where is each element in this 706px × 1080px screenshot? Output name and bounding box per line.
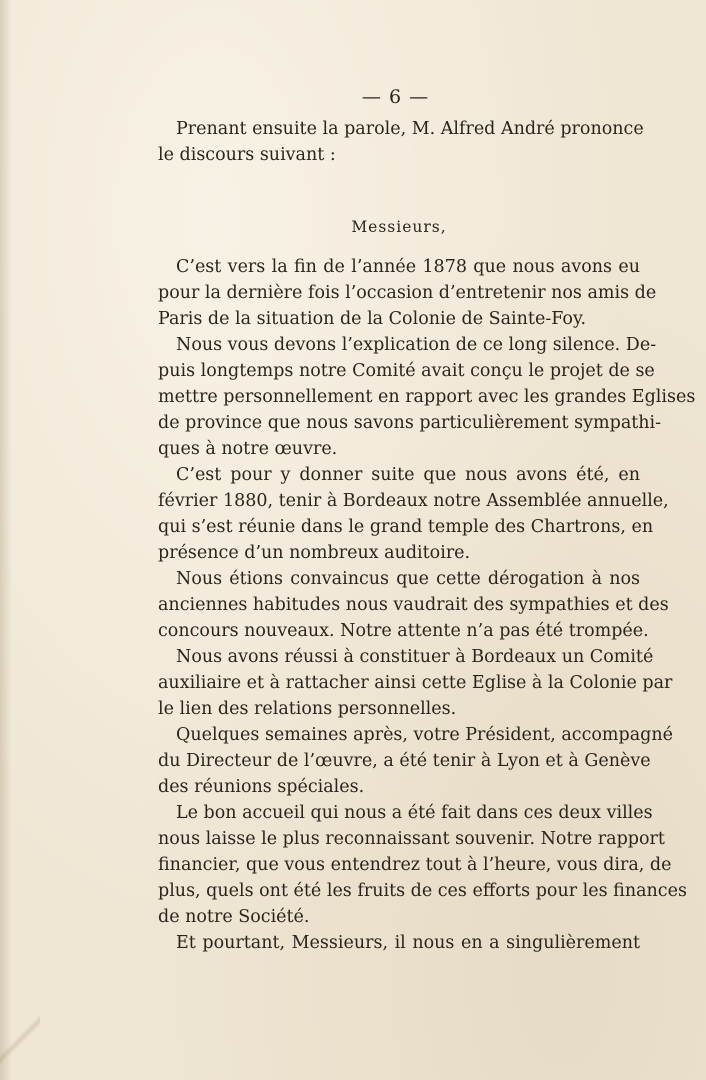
text-line: le lien des relations personnelles. [158,699,457,719]
paragraph-6 [158,722,673,800]
text-line: concours nouveaux. Notre attente n’a pas été trompée. [158,621,649,641]
intro-paragraph [158,116,644,168]
paragraph-2 [158,332,696,462]
text-line: présence d’un nombreux auditoire. [158,543,471,563]
body-text [158,116,696,956]
text-line: du Directeur de l’œuvre, a été tenir à Lyon et à Genève [158,751,651,771]
text-line: de province que nous savons particulièrement sympathi- [158,413,662,433]
text-line: Le bon accueil qui nous a été fait dans ces deux villes [176,803,653,823]
text-line: Prenant ensuite la parole, M. Alfred André prononce [176,119,644,139]
paragraph-7 [158,800,687,930]
text-line: qui s’est réunie dans le grand temple des Chartrons, en [158,517,654,537]
page-number: — 6 — [361,86,430,108]
text-line: Paris de la situation de la Colonie de Sainte-Foy. [158,309,587,329]
text-line: anciennes habitudes nous vaudrait des sympathies et des [158,595,669,615]
paragraph-8 [158,930,640,956]
text-line: financier, que vous entendrez tout à l’heure, vous dira, de [158,855,672,875]
text-line: C’est pour y donner suite que nous avons été, en [176,465,640,485]
text-line: mettre personnellement en rapport avec les grandes Eglises [158,387,696,407]
text-line: nous laisse le plus reconnaissant souvenir. Notre rapport [158,829,665,849]
text-line: de notre Société. [158,907,310,927]
paragraph-1 [158,254,657,332]
text-line: des réunions spéciales. [158,777,365,797]
text-line: pour la dernière fois l’occasion d’entretenir nos amis de [158,283,657,303]
paragraph-5 [158,644,673,722]
text-line: le discours suivant : [158,145,336,165]
text-line: Nous avons réussi à constituer à Bordeaux un Comité [176,647,654,667]
text-line: plus, quels ont été les fruits de ces efforts pour les finances [158,881,687,901]
salutation-heading: Messieurs, [351,218,447,236]
text-line: C’est vers la fin de l’année 1878 que nous avons eu [176,257,640,277]
text-line: auxiliaire et à rattacher ainsi cette Eglise à la Colonie par [158,673,673,693]
paragraph-3 [158,462,669,566]
text-line: Nous étions convaincus que cette dérogation à nos [176,569,640,589]
paragraph-4 [158,566,669,644]
text-line: puis longtemps notre Comité avait conçu le projet de se [158,361,655,381]
text-line: ques à notre œuvre. [158,439,338,459]
text-line: février 1880, tenir à Bordeaux notre Assemblée annuelle, [158,491,669,511]
text-line: Et pourtant, Messieurs, il nous en a singulièrement [176,933,640,953]
text-line: Nous vous devons l’explication de ce long silence. De- [176,335,657,355]
page-edge-shadow [0,0,12,1080]
page-corner-crease [0,1000,40,1080]
text-line: Quelques semaines après, votre Président, accompagné [176,725,673,745]
